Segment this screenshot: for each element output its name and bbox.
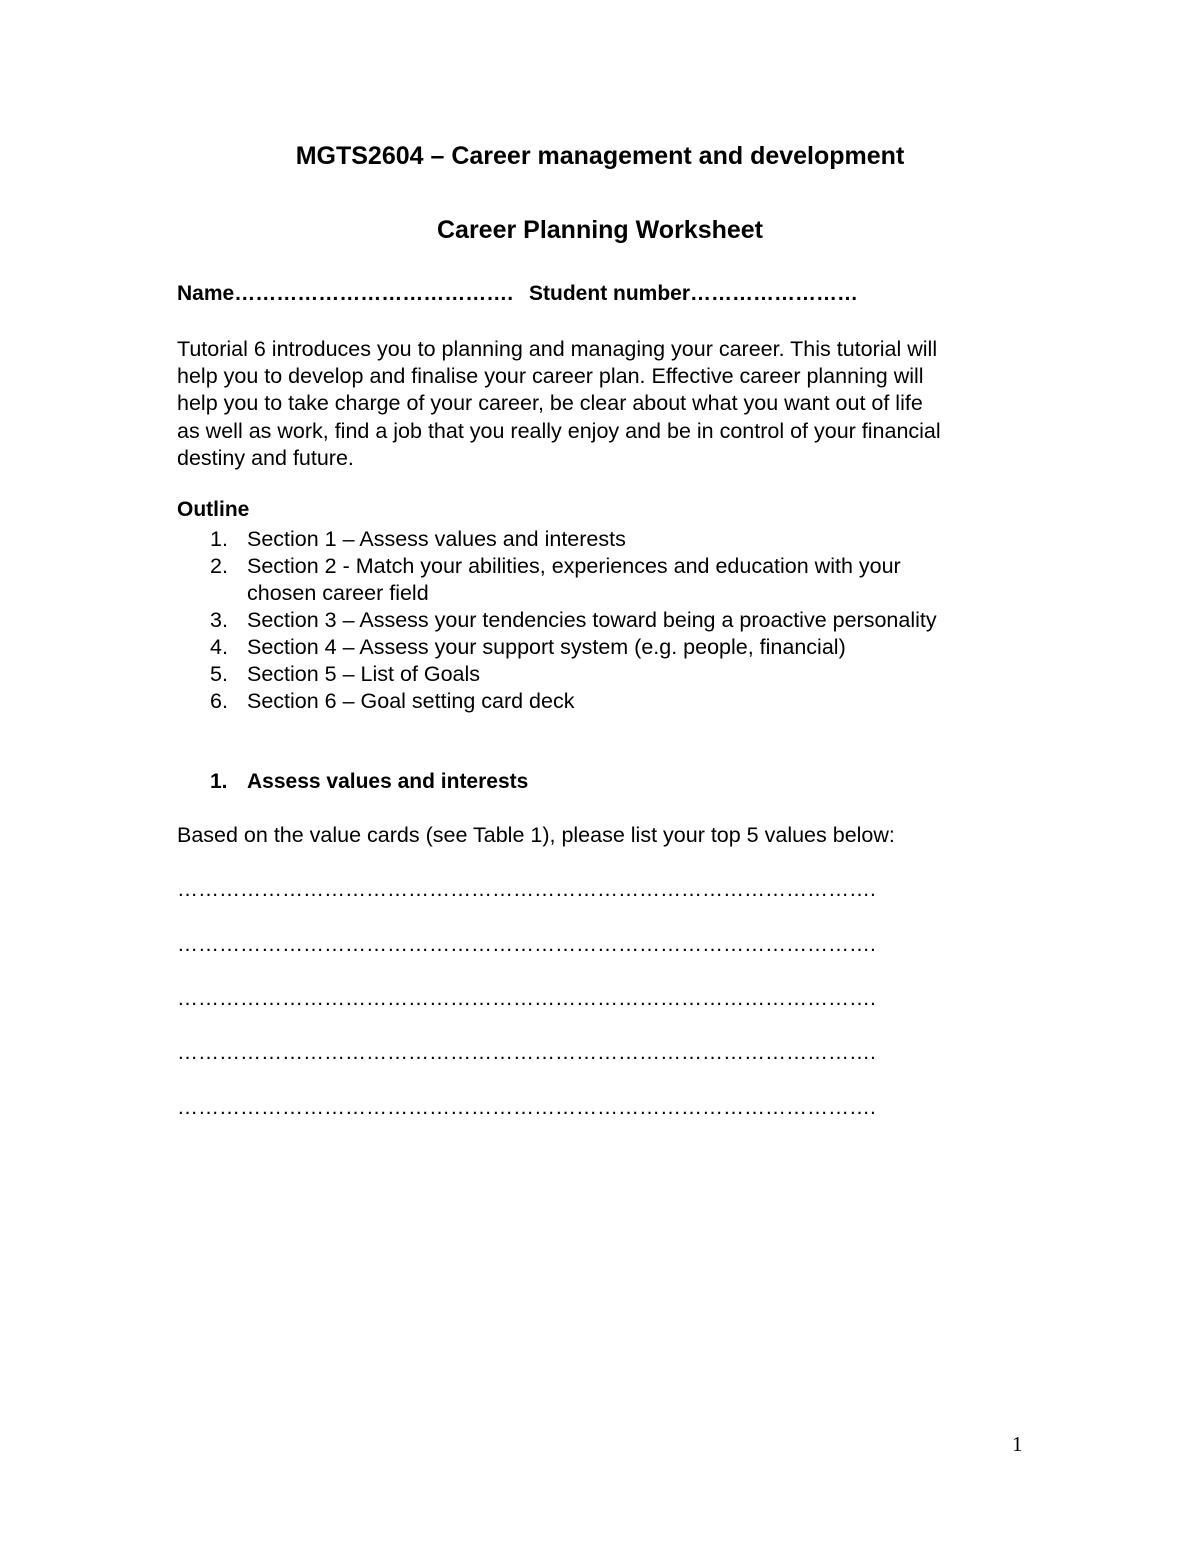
student-number-field[interactable]: Student number…………………… — [529, 282, 859, 305]
answer-line-5[interactable]: ………………………………………………………………………………………. — [177, 1096, 876, 1119]
outline-item — [177, 607, 937, 634]
outline-item-number: 1. — [210, 527, 228, 551]
outline-item-number: 3. — [210, 608, 228, 632]
outline-item-text: Section 2 - Match your abilities, experiences and education with your — [247, 554, 901, 578]
page-number: 1 — [1012, 1432, 1023, 1456]
intro-line: help you to develop and finalise your career plan. Effective career planning will — [177, 364, 924, 389]
intro-line: help you to take charge of your career, be clear about what you want out of life — [177, 391, 923, 416]
answer-line-2[interactable]: ………………………………………………………………………………………. — [177, 933, 876, 956]
outline-item-text: Section 5 – List of Goals — [247, 662, 481, 686]
outline-item-text: chosen career field — [247, 581, 429, 605]
outline-item-text: Section 1 – Assess values and interests — [247, 527, 626, 551]
outline-item-number: 4. — [210, 635, 228, 659]
answer-line-3[interactable]: ………………………………………………………………………………………. — [177, 987, 876, 1010]
name-fields-row — [177, 282, 858, 306]
values-prompt: Based on the value cards (see Table 1), please list your top 5 values below: — [177, 823, 895, 847]
document-title: Career Planning Worksheet — [436, 216, 764, 244]
intro-line: Tutorial 6 introduces you to planning and managing your career. This tutorial will — [177, 337, 938, 361]
outline-item — [177, 688, 937, 715]
outline-item — [177, 661, 937, 688]
outline-heading: Outline — [177, 498, 250, 521]
outline-item-text: Section 6 – Goal setting card deck — [247, 689, 575, 713]
course-title: MGTS2604 – Career management and development — [295, 142, 905, 170]
outline-item-number: 5. — [210, 662, 228, 686]
section-number: 1. — [210, 770, 228, 793]
intro-line: destiny and future. — [177, 445, 354, 470]
answer-line-1[interactable]: ………………………………………………………………………………………. — [177, 878, 876, 901]
intro-paragraph — [177, 336, 1027, 472]
intro-line: as well as work, find a job that you really enjoy and be in control of your financial — [177, 418, 941, 443]
outline-list — [177, 526, 937, 715]
outline-item-number: 6. — [210, 689, 228, 713]
answer-line-4[interactable]: ………………………………………………………………………………………. — [177, 1041, 876, 1064]
outline-item-text: Section 4 – Assess your support system (e.g. people, financial) — [247, 635, 846, 659]
outline-item-number: 2. — [210, 554, 228, 578]
outline-item — [177, 526, 937, 553]
outline-item-text: Section 3 – Assess your tendencies toward being a proactive personality — [247, 608, 937, 632]
section-title: Assess values and interests — [247, 770, 529, 793]
name-field[interactable]: Name…………………………………. — [177, 282, 514, 305]
outline-item — [177, 553, 937, 607]
outline-item — [177, 634, 937, 661]
